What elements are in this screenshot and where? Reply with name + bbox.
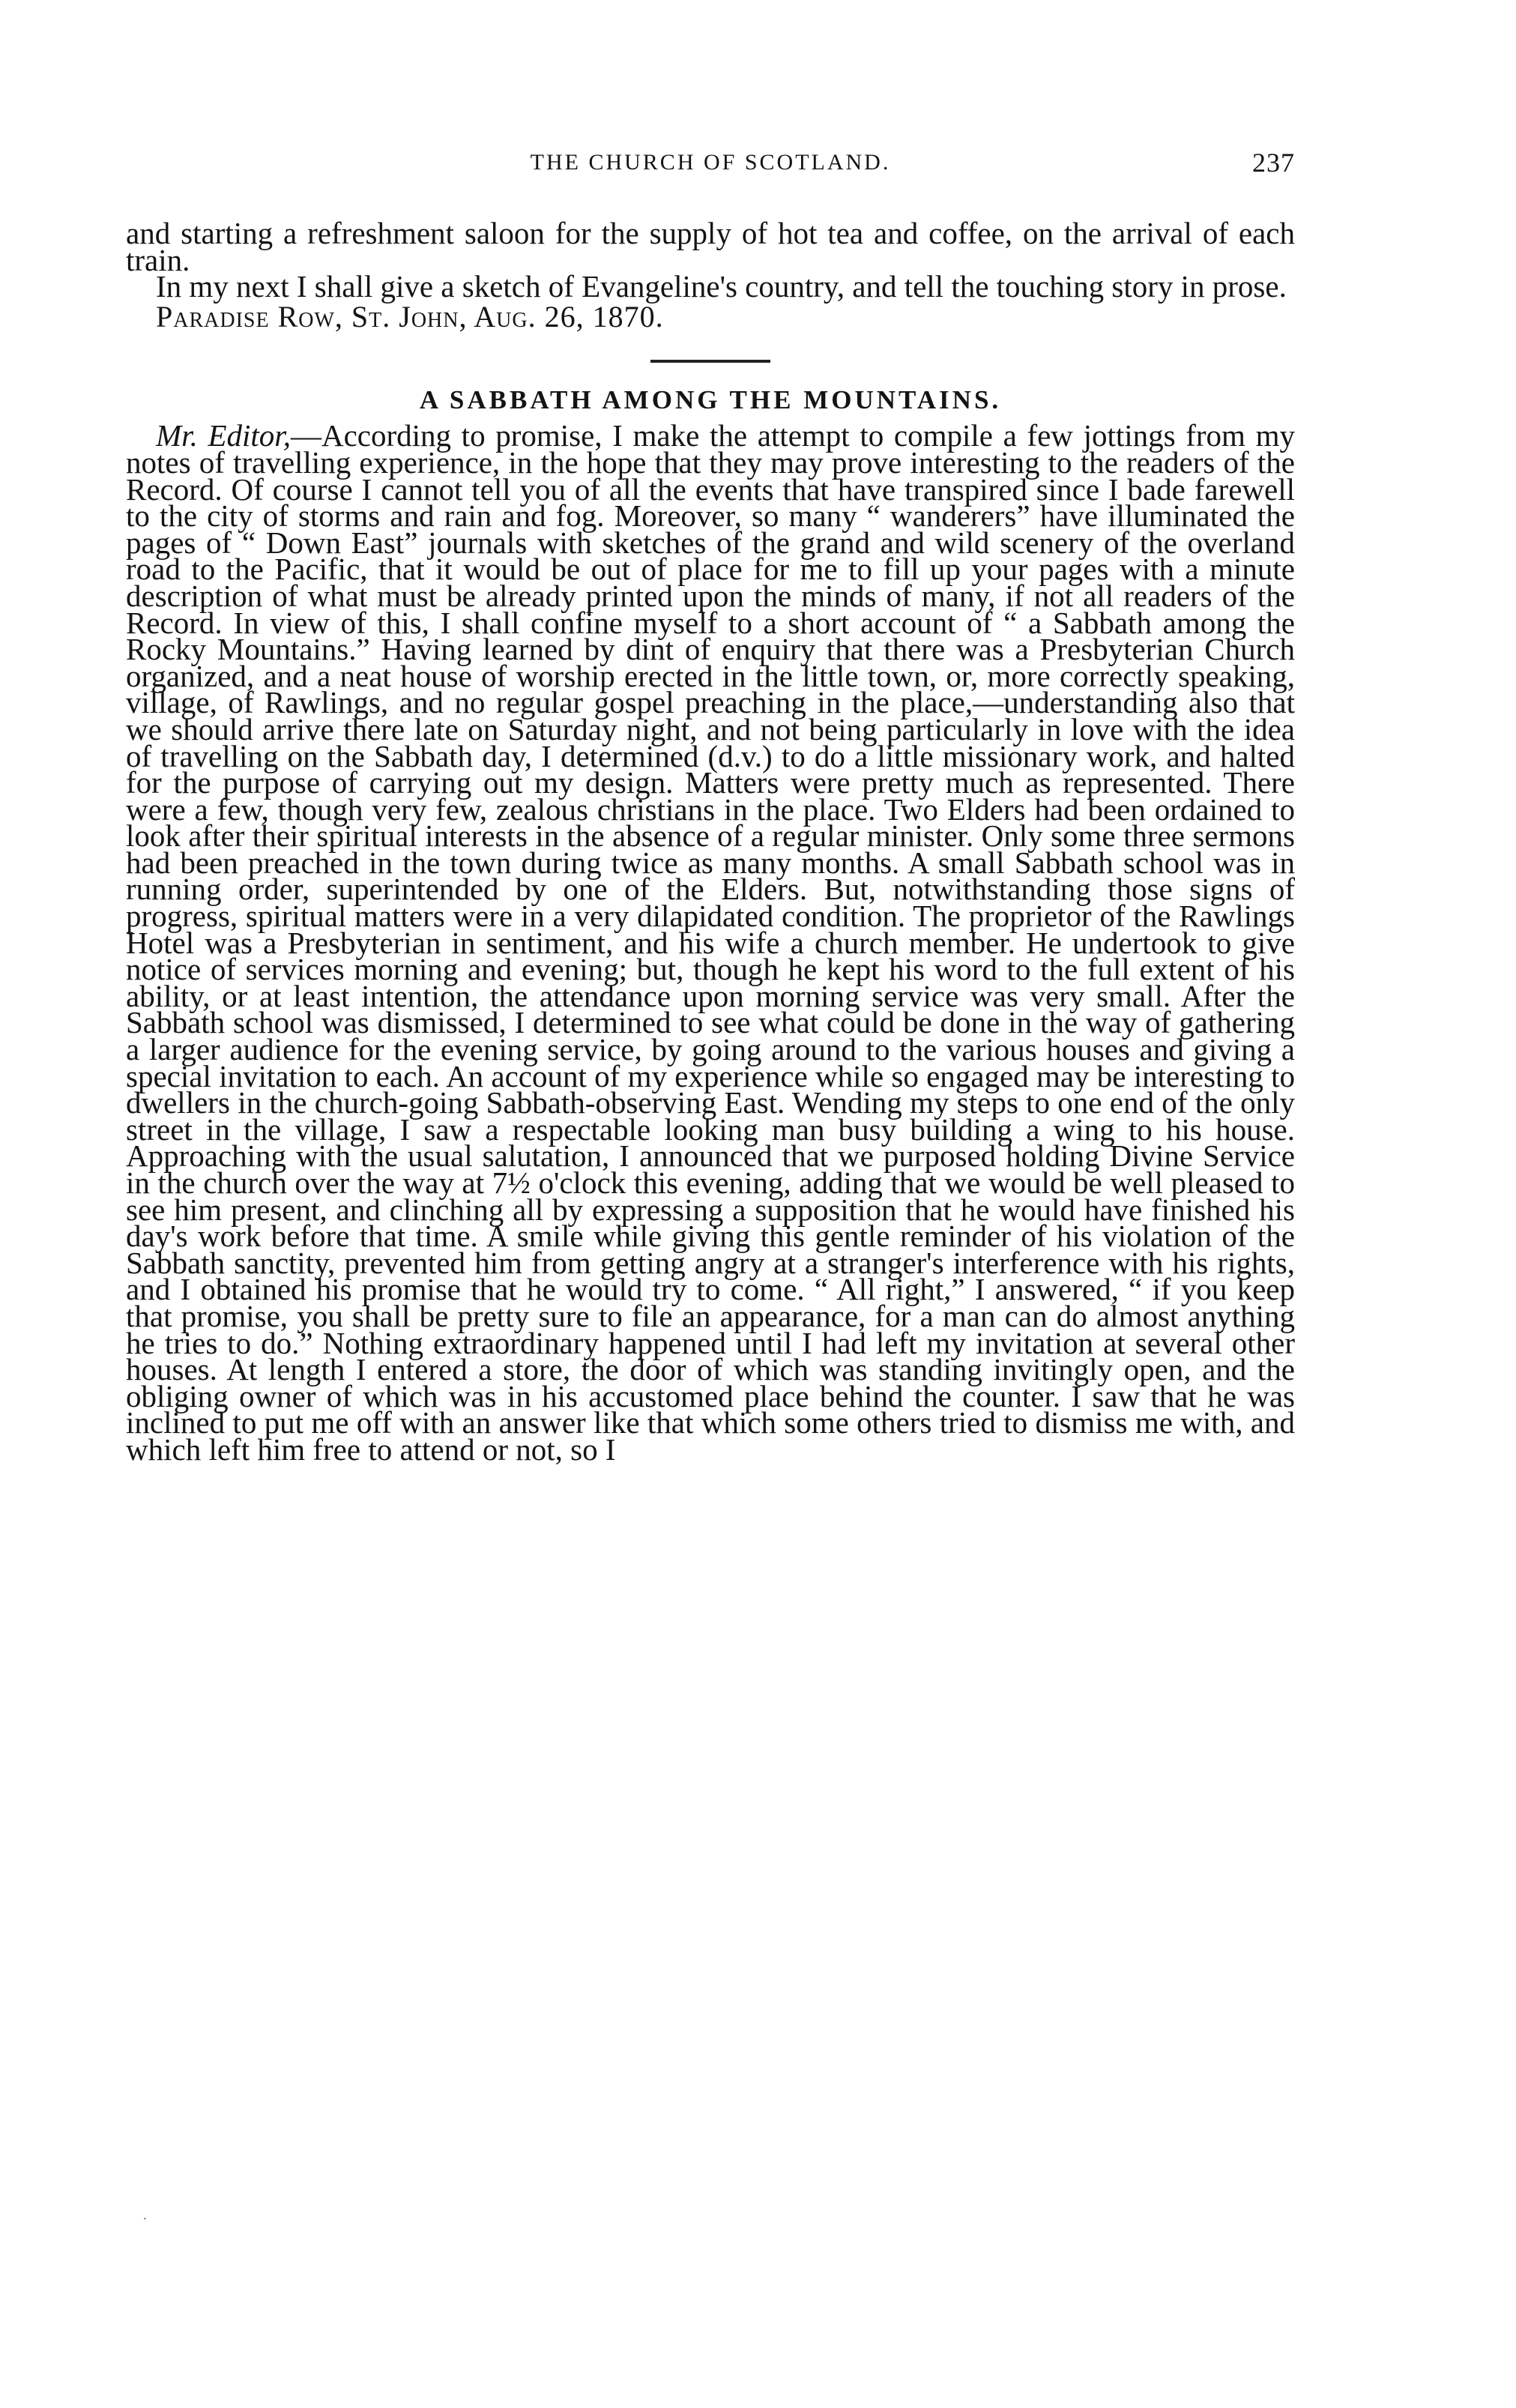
document-page xyxy=(126,142,1295,1467)
article-body-text: —According to promise, I make the attempt to compile a few jottings from my notes of travelling experience, in the hope that they may prove interesting to the readers of the Record. Of course I cannot tell you of all the events that have transpired since I bade farewell to the city of storms and rain and fog. Moreover, so many “ wanderers” have illuminated the pages of “ Down East” journals with sketches of the grand and wild scenery of the overland road to the Pacific, that it would be out of place for me to fill up your pages with a minute description of what must be already printed upon the minds of many, if not all readers of the Record. In view of this, I shall confine myself to a short account of “ a Sabbath among the Rocky Mountains.” Having learned by dint of enquiry that there was a Presbyterian Church organized, and a neat house of worship erected in the little town, or, more correctly speaking, village, of Rawlings, and no regular gospel preaching in the place,—understanding also that we should arrive there late on Saturday night, and not being particularly in love with the idea of travelling on the Sabbath day, I determined (d.v.) to do a little missionary work, and halted for the purpose of carrying out my design. Matters were pretty much as represented. There were a few, though very few, zealous christians in the place. Two Elders had been ordained to look after their spiritual interests in the absence of a regular minister. Only some three sermons had been preached in the town during twice as many months. A small Sabbath school was in running order, superintended by one of the Elders. But, notwithstanding those signs of progress, spiritual matters were in a very dilapidated condition. The proprietor of the Rawlings Hotel was a Presbyterian in sentiment, and his wife a church member. He undertook to give notice of services morning and evening; but, though he kept his word to the full extent of his ability, or at least intention, the attendance upon morning service was very small. After the Sabbath school was dismissed, I determined to see what could be done in the way of gathering a larger audience for the evening service, by going around to the various houses and giving a special invitation to each. An account of my experience while so engaged may be interesting to dwellers in the church-going Sabbath-observing East. Wending my steps to one end of the only street in the village, I saw a respectable looking man busy building a wing to his house. Approaching with the usual salutation, I announced that we purposed holding Divine Service in the church over the way at 7½ o'clock this evening, adding that we would be well pleased to see him present, and clinching all by expressing a supposition that he would have finished his day's work before that time. A smile while giving this gentle reminder of his violation of the Sabbath sanctity, prevented him from getting angry at a stranger's interference with his rights, and I obtained his promise that he would try to come. “ All right,” I answered, “ if you keep that promise, you shall be pretty sure to file an appearance, for a man can do almost anything he tries to do.” Nothing extraordinary happened until I had left my invitation at several other houses. At length I entered a store, the door of which was standing invitingly open, and the obliging owner of which was in his accustomed place behind the counter. I saw that he was inclined to put me off with an answer like that which some others tried to dismiss me with, and which left him free to attend or not, so I xyxy=(126,418,1295,1467)
page-number: 237 xyxy=(1252,148,1295,178)
intro-paragraph-continuation: and starting a refreshment saloon for the supply of hot tea and coffee, on the arrival of each train. xyxy=(126,216,1295,277)
dateline: Paradise Row, St. John, Aug. 26, 1870. xyxy=(156,299,664,334)
article-heading: A SABBATH AMONG THE MOUNTAINS. xyxy=(419,385,1002,415)
article-body xyxy=(126,418,1295,1467)
page-mark: · xyxy=(142,2211,148,2227)
running-head xyxy=(126,142,1295,187)
running-head-title: THE CHURCH OF SCOTLAND. xyxy=(530,150,891,175)
section-divider xyxy=(650,360,770,363)
intro-paragraph-next-sketch: In my next I shall give a sketch of Evangeline's country, and tell the touching story in prose. xyxy=(156,269,1287,304)
salutation: Mr. Editor, xyxy=(156,418,291,453)
